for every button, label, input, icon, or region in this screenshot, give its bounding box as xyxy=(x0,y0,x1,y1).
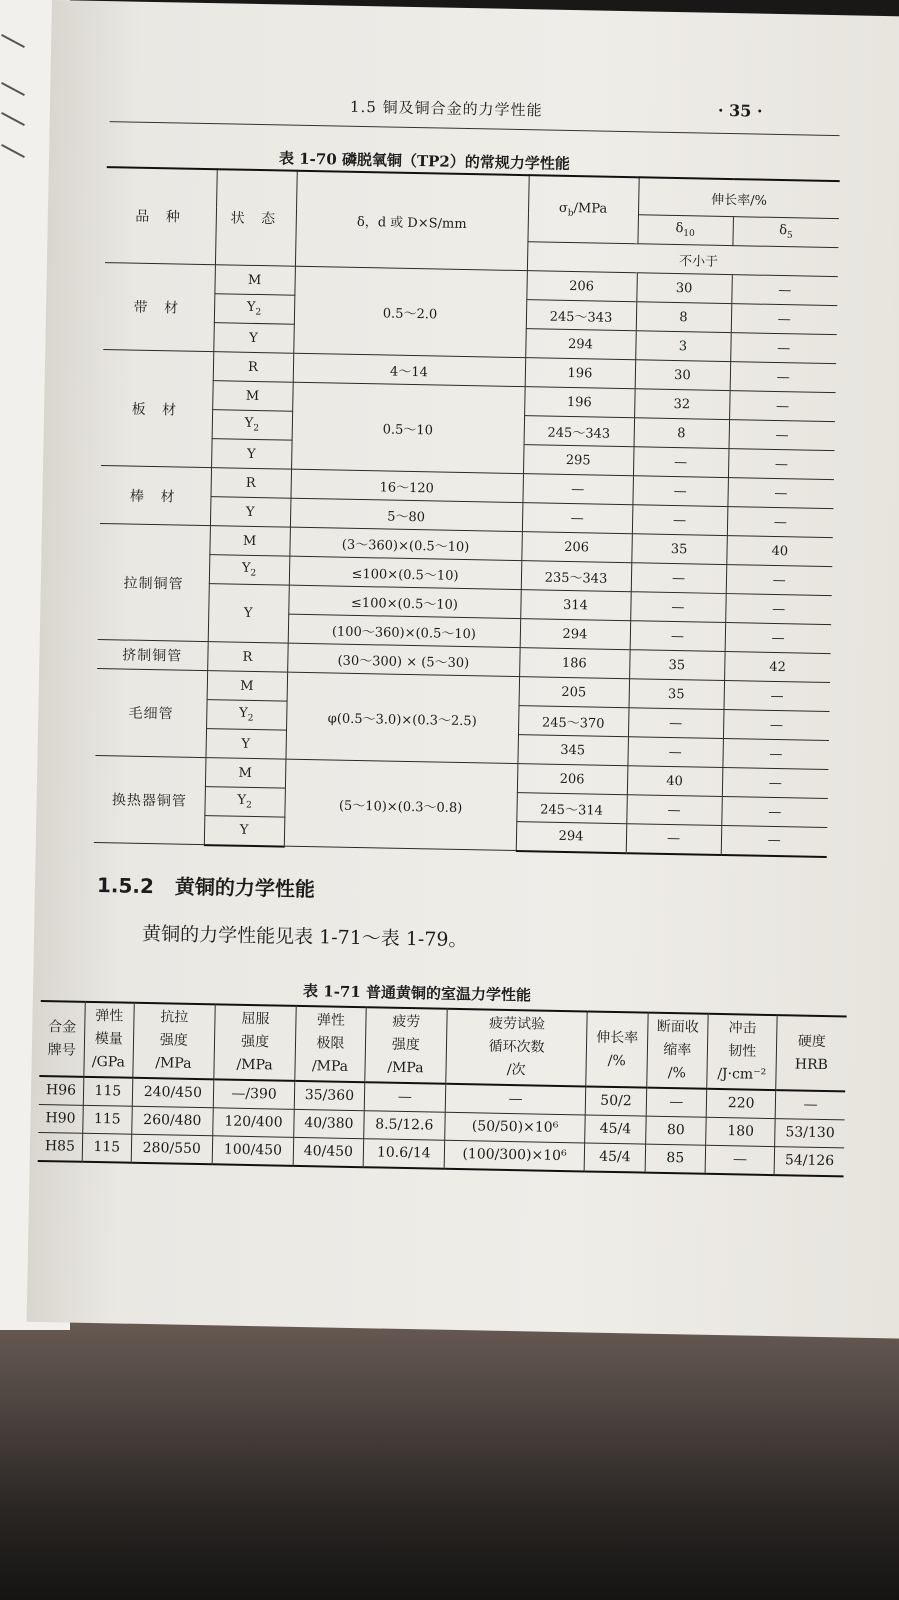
cell-d5: — xyxy=(723,710,830,741)
cell-hardness: 54/126 xyxy=(774,1147,844,1177)
cell-dimension: 16～120 xyxy=(290,469,523,502)
cell-dimension: (3～360)×(0.5～10) xyxy=(289,527,522,560)
cell-state: $Y_2$ xyxy=(204,787,285,818)
cell-d10: — xyxy=(626,795,722,826)
table-71 xyxy=(38,1000,847,1177)
cell-modulus: 115 xyxy=(83,1105,132,1134)
cell-fatigue: 8.5/12.6 xyxy=(363,1111,445,1141)
cell-state: R xyxy=(207,642,288,673)
cell-d10: 30 xyxy=(635,360,731,391)
cell-hardness: 53/130 xyxy=(775,1119,845,1148)
cell-tensile: 345 xyxy=(517,735,628,766)
cell-tensile: 196 xyxy=(525,358,636,389)
header-d10: $\delta_{10}$ xyxy=(637,215,733,246)
cell-alloy: H96 xyxy=(39,1076,84,1105)
cell-d10: — xyxy=(633,447,729,478)
background-cloth xyxy=(0,1300,899,1600)
cell-yield: 100/450 xyxy=(212,1136,294,1166)
cell-dimension: (100～360)×(0.5～10) xyxy=(288,614,521,647)
cell-area-reduction: — xyxy=(646,1088,707,1118)
cell-tensile: 280/550 xyxy=(131,1134,213,1164)
cell-d5: — xyxy=(721,797,828,828)
cell-fatigue: — xyxy=(364,1082,446,1112)
cell-tensile: 245～314 xyxy=(516,793,627,824)
table-70-caption: 表 1-70 磷脱氧铜（TP2）的常规力学性能 xyxy=(278,149,570,173)
group-strip: 带 材 xyxy=(103,263,215,352)
cell-tensile: 206 xyxy=(517,764,628,795)
cell-d10: — xyxy=(626,824,722,855)
cell-d10: 40 xyxy=(627,766,723,797)
cell-tensile: 295 xyxy=(523,445,634,476)
group-bar: 棒 材 xyxy=(100,466,211,526)
cell-state: Y xyxy=(208,584,289,644)
cell-d10: 35 xyxy=(629,650,725,681)
header-fatigue-cycles: 疲劳试验 循环次数 /次 xyxy=(446,1009,588,1087)
header-elongation: 伸长率 /% xyxy=(586,1011,648,1087)
cell-d5: — xyxy=(722,739,829,770)
cell-impact: 180 xyxy=(706,1117,776,1146)
header-state: 状 态 xyxy=(215,169,297,266)
cell-state: $Y_2$ xyxy=(209,555,290,586)
running-head: 1.5 铜及铜合金的力学性能 xyxy=(349,97,543,120)
page-mark xyxy=(1,112,25,126)
group-drawn-tube: 拉制铜管 xyxy=(98,524,210,642)
cell-d5: — xyxy=(730,333,837,364)
cell-dimension: 4～14 xyxy=(293,353,526,386)
header-d5: $\delta_5$ xyxy=(732,217,839,248)
cell-cycles: (50/50)×10⁶ xyxy=(445,1112,586,1143)
section-paragraph: 黄铜的力学性能见表 1-71～表 1-79。 xyxy=(141,922,468,952)
header-elongation: 伸长率/% xyxy=(638,177,840,218)
cell-dimension: 5～80 xyxy=(290,498,523,531)
cell-area-reduction: 85 xyxy=(645,1144,706,1174)
cell-state: $Y_2$ xyxy=(206,700,287,731)
group-exchanger-tube: 换热器铜管 xyxy=(94,755,206,844)
cell-d10: — xyxy=(631,563,727,594)
cell-d10: — xyxy=(628,708,724,739)
cell-tensile: — xyxy=(522,503,633,534)
cell-elongation: 45/4 xyxy=(585,1115,646,1144)
cell-elongation: 45/4 xyxy=(584,1143,645,1173)
cell-cycles: (100/300)×10⁶ xyxy=(444,1140,585,1171)
cell-tensile: 294 xyxy=(525,329,636,360)
header-alloy: 合金 牌号 xyxy=(39,1001,85,1077)
cell-dimension: (30～300) × (5～30) xyxy=(287,643,520,676)
cell-d10: 35 xyxy=(629,679,725,710)
cell-yield: —/390 xyxy=(213,1079,295,1109)
cell-cycles: — xyxy=(445,1084,586,1115)
cell-tensile: 206 xyxy=(521,532,632,563)
header-hardness: 硬度 HRB xyxy=(776,1015,847,1091)
cell-hardness: — xyxy=(776,1090,846,1120)
page-mark xyxy=(1,144,25,158)
cell-d5: — xyxy=(725,594,832,625)
cell-d5: — xyxy=(725,623,832,654)
cell-d5: — xyxy=(729,391,836,422)
cell-modulus: 115 xyxy=(82,1133,131,1162)
header-tensile-strength: 抗拉 强度 /MPa xyxy=(133,1003,216,1080)
cell-tensile: 260/480 xyxy=(131,1106,213,1136)
cell-state: Y xyxy=(205,729,286,760)
cell-d5: 40 xyxy=(726,536,833,567)
cell-d10: — xyxy=(630,592,726,623)
cell-d5: — xyxy=(728,449,835,480)
cell-d10: 8 xyxy=(634,418,730,449)
cell-d5: — xyxy=(730,362,837,393)
header-yield-strength: 屈服 强度 /MPa xyxy=(214,1004,297,1081)
cell-d10: 32 xyxy=(634,389,730,420)
section-heading xyxy=(97,869,315,902)
cell-state: $Y_2$ xyxy=(214,294,295,325)
cell-dimension: 0.5～2.0 xyxy=(293,266,527,357)
cell-dimension: 0.5～10 xyxy=(291,382,525,473)
cell-area-reduction: 80 xyxy=(645,1116,706,1145)
section-title: 黄铜的力学性能 xyxy=(174,874,316,902)
cell-state: Y xyxy=(211,439,292,470)
cell-d5: — xyxy=(724,681,831,712)
cell-state: M xyxy=(207,671,288,702)
cell-modulus: 115 xyxy=(83,1077,132,1106)
cell-dimension: φ(0.5～3.0)×(0.3～2.5) xyxy=(285,672,519,763)
cell-alloy: H90 xyxy=(38,1104,83,1133)
cell-tensile: 240/450 xyxy=(132,1078,214,1108)
cell-d5: 42 xyxy=(724,652,831,683)
header-fatigue-strength: 疲劳 强度 /MPa xyxy=(365,1007,448,1084)
cell-d5: — xyxy=(729,420,836,451)
cell-elastic: 35/360 xyxy=(294,1081,364,1111)
cell-state: Y xyxy=(210,497,291,528)
cell-state: M xyxy=(214,265,295,296)
header-modulus: 弹性 模量 /GPa xyxy=(84,1002,134,1078)
cell-d5: — xyxy=(727,478,834,509)
section-number: 1.5.2 xyxy=(96,873,155,899)
cell-tensile: 196 xyxy=(524,387,635,418)
cell-state: M xyxy=(209,526,290,557)
cell-tensile: 294 xyxy=(516,822,627,853)
cell-d10: — xyxy=(627,737,723,768)
header-rule xyxy=(110,121,840,136)
cell-tensile: 245～343 xyxy=(524,416,635,447)
cell-d5: — xyxy=(731,304,838,335)
header-impact-toughness: 冲击 韧性 /J·cm⁻² xyxy=(707,1014,778,1090)
page-number: · 35 · xyxy=(717,100,763,121)
cell-state: M xyxy=(212,381,293,412)
group-extruded-tube: 挤制铜管 xyxy=(97,639,208,670)
group-capillary: 毛细管 xyxy=(96,668,208,757)
cell-dimension: (5～10)×(0.3～0.8) xyxy=(284,759,518,850)
cell-d10: — xyxy=(632,505,728,536)
cell-dimension: ≤100×(0.5～10) xyxy=(288,585,521,618)
header-area-reduction: 断面收 缩率 /% xyxy=(646,1013,708,1089)
cell-tensile: 206 xyxy=(526,271,637,302)
header-variety: 品 种 xyxy=(105,167,217,265)
cell-impact: — xyxy=(705,1145,775,1175)
cell-d10: — xyxy=(632,476,728,507)
cell-state: $Y_2$ xyxy=(212,410,293,441)
cell-d10: 35 xyxy=(631,534,727,565)
cell-tensile: 205 xyxy=(519,677,630,708)
cell-d5: — xyxy=(731,275,838,306)
cell-state: R xyxy=(210,468,291,499)
page-mark xyxy=(1,82,25,96)
cell-tensile: 245～343 xyxy=(526,300,637,331)
cell-alloy: H85 xyxy=(38,1132,83,1161)
cell-elongation: 50/2 xyxy=(586,1086,647,1116)
cell-state: Y xyxy=(213,323,294,354)
group-plate: 板 材 xyxy=(101,350,213,468)
cell-state: R xyxy=(213,352,294,383)
cell-tensile: 235～343 xyxy=(521,561,632,592)
cell-d5: — xyxy=(722,768,829,799)
cell-state: M xyxy=(205,758,286,789)
page-mark xyxy=(1,34,25,48)
header-not-less: 不小于 xyxy=(527,242,838,277)
header-dimension: δ，d 或 D×S/mm xyxy=(295,171,529,271)
book-page xyxy=(27,0,899,1339)
cell-d10: — xyxy=(630,621,726,652)
cell-tensile: 314 xyxy=(520,590,631,621)
table-71-caption: 表 1-71 普通黄铜的室温力学性能 xyxy=(302,982,532,1005)
cell-tensile: 245～370 xyxy=(518,706,629,737)
cell-yield: 120/400 xyxy=(213,1108,295,1138)
cell-d10: 8 xyxy=(636,302,732,333)
cell-elastic: 40/450 xyxy=(293,1137,363,1167)
cell-d5: — xyxy=(727,507,834,538)
cell-d10: 3 xyxy=(635,331,731,362)
cell-impact: 220 xyxy=(706,1089,776,1119)
cell-d5: — xyxy=(721,826,828,857)
cell-tensile: 186 xyxy=(519,648,630,679)
cell-dimension: ≤100×(0.5～10) xyxy=(289,556,522,589)
header-tensile: $\sigma_b$/MPa xyxy=(527,175,638,244)
cell-d10: 30 xyxy=(636,273,732,304)
cell-elastic: 40/380 xyxy=(294,1109,364,1138)
cell-fatigue: 10.6/14 xyxy=(363,1139,445,1169)
cell-d5: — xyxy=(726,565,833,596)
cell-tensile: — xyxy=(522,474,633,505)
table-70 xyxy=(94,166,840,857)
cell-tensile: 294 xyxy=(520,619,631,650)
header-elastic-limit: 弹性 极限 /MPa xyxy=(295,1006,366,1082)
cell-state: Y xyxy=(204,816,285,847)
